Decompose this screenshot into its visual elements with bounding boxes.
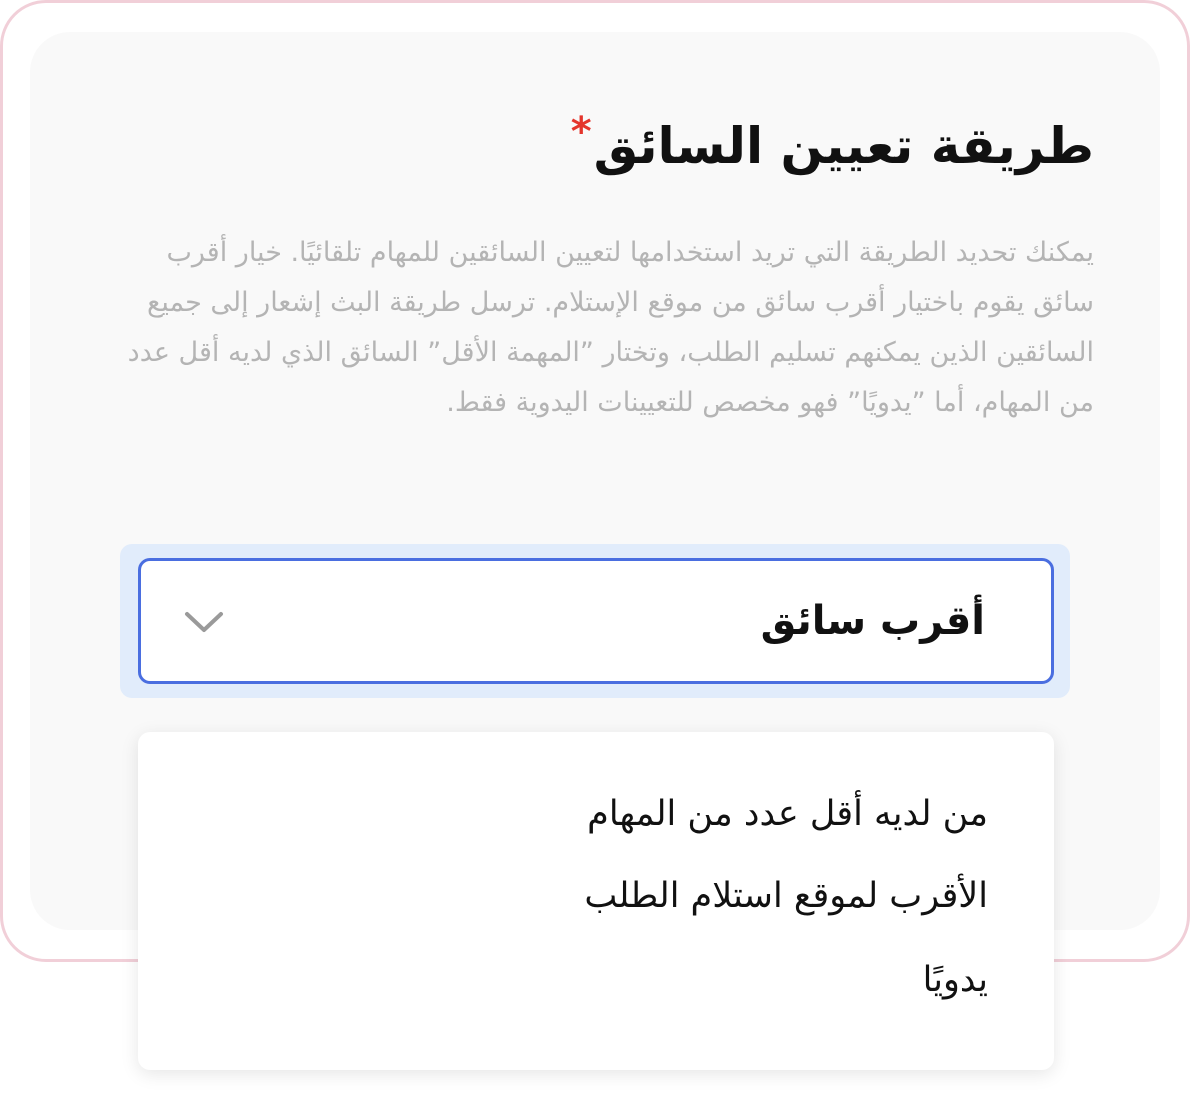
chevron-down-icon[interactable] (181, 599, 227, 645)
driver-assignment-select[interactable] (138, 558, 1054, 684)
field-title (571, 106, 1094, 186)
option-fewest-tasks[interactable]: من لديه أقل عدد من المهام (587, 794, 988, 834)
option-nearest-pickup[interactable]: الأقرب لموقع استلام الطلب (584, 876, 988, 916)
option-manual[interactable]: يدويًا (922, 960, 988, 1000)
field-description: يمكنك تحديد الطريقة التي تريد استخدامها لتعيين السائقين للمهام تلقائيًا. خيار أقرب سائق يقوم باختيار أقرب سائق من موقع الإستلام. ترسل طريقة البث إشعار إلى جميع السائقين الذين يمكنهم تسليم الطلب، وتختار ”المهمة الأقل” السائق الذي لديه أقل عدد من المهام، أما ”يدويًا” فهو مخصص للتعيينات اليدوية فقط. (127, 237, 1094, 418)
required-asterisk: * (570, 109, 592, 155)
selected-value: أقرب سائق (760, 598, 985, 644)
dropdown-menu (138, 732, 1054, 1070)
field-title-text: طريقة تعيين السائق (593, 117, 1094, 175)
